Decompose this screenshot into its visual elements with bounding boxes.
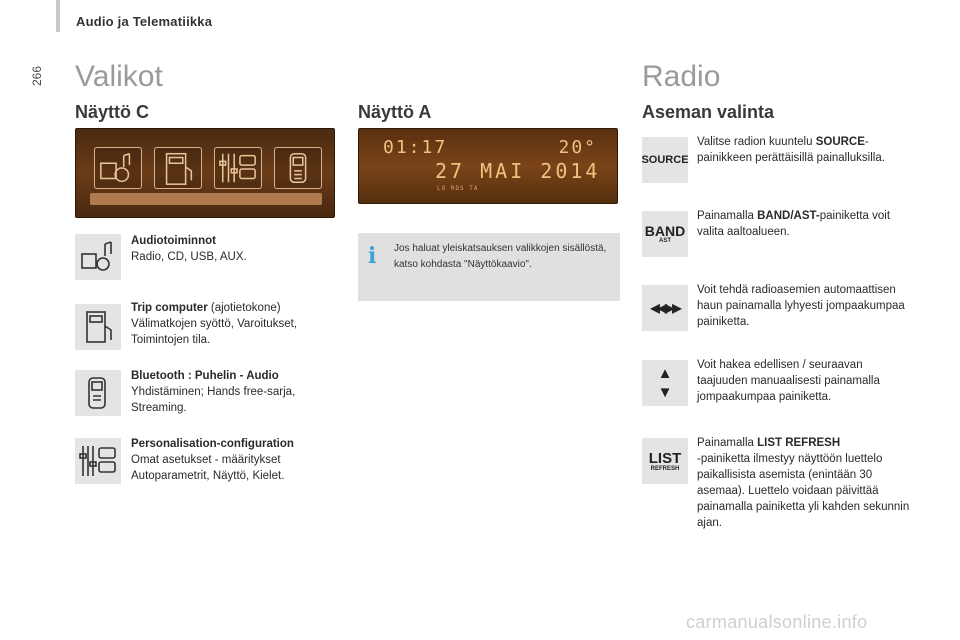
radio-text-bold: SOURCE — [815, 136, 865, 148]
menu-item-title: Personalisation-configuration — [131, 438, 294, 450]
seek-icon-label: ◀◀▶▶ — [650, 301, 680, 315]
watermark: carmanualsonline.info — [686, 612, 868, 632]
radio-text-post: Voit tehdä radioasemien automaattisen haun painamalla lyhyesti jompaakumpaa painiketta. — [697, 284, 905, 328]
settings-menu-icon — [214, 147, 262, 189]
header-title: Audio ja Telematiikka — [76, 14, 213, 29]
section-aseman-valinta: Aseman valinta — [642, 102, 775, 122]
audio-icon — [75, 234, 121, 280]
radio-text-pre: Valitse radion kuuntelu — [697, 136, 816, 148]
info-icon: i — [368, 243, 377, 269]
menu-item-body: Välimatkojen syöttö, Varoitukset, Toimintojen tila. — [131, 318, 297, 346]
radio-text-post: painiketta voit valita aaltoalueen. — [697, 210, 891, 238]
menu-item-title: Bluetooth : Puhelin - Audio — [131, 370, 279, 382]
title-valikot: Valikot — [75, 60, 163, 93]
radio-item-seek — [697, 282, 912, 330]
menu-item-trip-computer — [131, 300, 331, 348]
radio-text-post: Voit hakea edellisen / seuraavan taajuuden manuaalisesti painamalla jompaakumpaa painiketta. — [697, 359, 880, 403]
radio-text-post: -painikkeen perättäisillä painalluksilla. — [697, 136, 885, 164]
menu-item-bluetooth — [131, 368, 331, 416]
title-radio: Radio — [642, 60, 721, 93]
band-icon-sub: AST — [659, 238, 671, 244]
display-date: 27 MAI 2014 — [435, 159, 601, 183]
menu-item-body: Yhdistäminen; Hands free-sarja, Streaming. — [131, 386, 296, 414]
page-number: 266 — [30, 65, 44, 86]
info-box — [358, 233, 620, 301]
display-c-screen — [75, 128, 335, 218]
display-a-screen — [358, 128, 618, 204]
menu-item-personalisation — [131, 436, 331, 484]
list-icon-label: LIST — [648, 449, 682, 467]
radio-text-pre: Painamalla — [697, 210, 758, 222]
radio-text-post: -painiketta ilmestyy näyttöön luettelo paikallisista asemista (enintään 30 asemaa). Luettelo voidaan päivittää painamalla painiketta yli kahden sekunnin ajan. — [697, 453, 910, 529]
menu-item-title-extra: (ajotietokone) — [207, 302, 281, 314]
menu-item-title: Trip computer — [131, 302, 208, 314]
info-text: Jos haluat yleiskatsauksen valikkojen sisällöstä, katso kohdasta "Näyttökaavio". — [394, 243, 607, 270]
list-icon-sub: REFRESH — [650, 465, 680, 472]
radio-text-bold: LIST REFRESH — [757, 437, 841, 449]
audio-menu-icon — [94, 147, 142, 189]
selection-bar — [90, 193, 322, 205]
menu-item-audio — [131, 233, 331, 265]
radio-item-manual-tune — [697, 357, 912, 405]
personalisation-icon — [75, 438, 121, 484]
menu-item-body: Radio, CD, USB, AUX. — [131, 251, 247, 263]
section-naytto-a: Näyttö A — [358, 102, 432, 122]
up-down-buttons-icon — [642, 360, 688, 406]
seek-buttons-icon — [642, 285, 688, 331]
phone-menu-icon — [274, 147, 322, 189]
list-refresh-button-icon — [642, 438, 688, 484]
radio-text-pre: Painamalla — [697, 437, 758, 449]
band-icon-label: BAND — [644, 223, 686, 239]
display-time: 01:17 — [383, 137, 448, 158]
section-nayttoc: Näyttö C — [75, 102, 150, 122]
radio-item-source — [697, 134, 912, 166]
bluetooth-phone-icon — [75, 370, 121, 416]
display-status: LO RDS TA — [437, 185, 479, 192]
source-button-icon — [642, 137, 688, 183]
menu-item-body: Omat asetukset - määritykset Autoparametrit, Näyttö, Kielet. — [131, 454, 285, 482]
radio-item-band — [697, 208, 912, 240]
radio-text-bold: BAND/AST- — [757, 210, 820, 222]
display-temperature: 20° — [558, 137, 597, 158]
band-ast-button-icon — [642, 211, 688, 257]
down-arrow-icon: ▼ — [657, 384, 673, 401]
header-side-bar — [56, 0, 60, 32]
source-icon-label: SOURCE — [641, 153, 689, 166]
trip-computer-icon — [75, 304, 121, 350]
radio-item-list-refresh — [697, 435, 912, 531]
menu-item-title: Audiotoiminnot — [131, 235, 216, 247]
up-arrow-icon: ▲ — [657, 365, 673, 382]
trip-computer-menu-icon — [154, 147, 202, 189]
